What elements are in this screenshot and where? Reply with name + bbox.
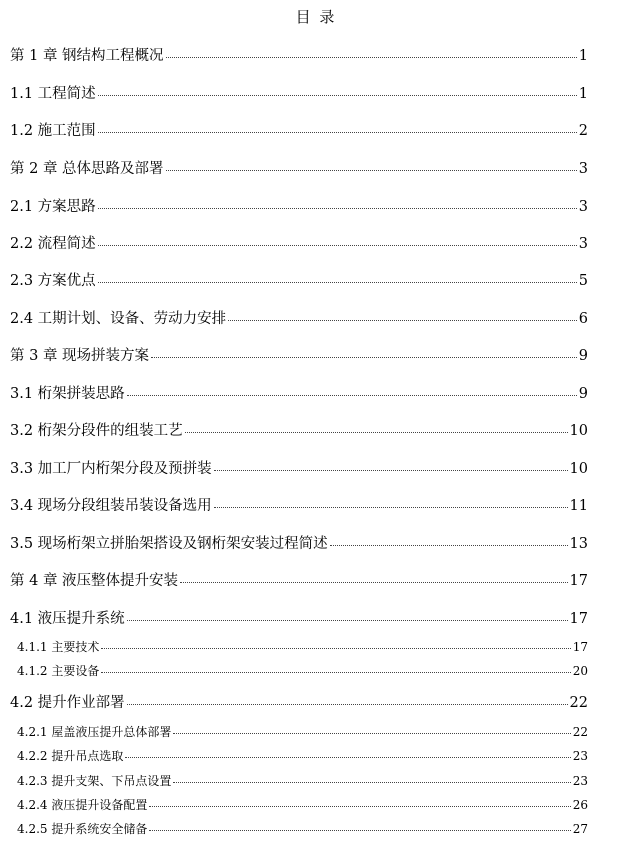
toc-dot-leader bbox=[98, 282, 577, 283]
toc-dot-leader bbox=[101, 648, 570, 649]
toc-entry[interactable] bbox=[10, 607, 588, 628]
toc-entry-page: 11 bbox=[569, 498, 588, 514]
toc-entry-label: 第 2 章 总体思路及部署 bbox=[10, 161, 164, 177]
toc-dot-leader bbox=[180, 582, 567, 583]
toc-entry-label: 4.2.4 液压提升设备配置 bbox=[17, 798, 148, 812]
toc-entry-page: 9 bbox=[578, 348, 588, 364]
toc-dot-leader bbox=[214, 470, 568, 471]
toc-dot-leader bbox=[101, 672, 570, 673]
toc-dot-leader bbox=[127, 620, 568, 621]
toc-entry-label: 2.3 方案优点 bbox=[10, 273, 96, 289]
toc-entry-label: 1.2 施工范围 bbox=[10, 123, 96, 139]
toc-entry-label: 第 3 章 现场拼装方案 bbox=[10, 348, 150, 364]
toc-dot-leader bbox=[149, 806, 570, 807]
toc-entry[interactable] bbox=[10, 157, 588, 178]
toc-entry-label: 3.2 桁架分段件的组装工艺 bbox=[10, 423, 183, 439]
toc-entry[interactable] bbox=[17, 638, 588, 655]
toc-entry-label: 2.2 流程简述 bbox=[10, 236, 96, 252]
toc-entry-label: 4.2 提升作业部署 bbox=[10, 695, 125, 711]
toc-dot-leader bbox=[228, 320, 577, 321]
toc-entry-page: 22 bbox=[572, 725, 588, 739]
toc-entry-page: 9 bbox=[578, 386, 588, 402]
toc-entry[interactable] bbox=[10, 307, 588, 328]
toc-entry[interactable] bbox=[17, 723, 588, 740]
toc-entry-page: 23 bbox=[572, 774, 588, 788]
toc-dot-leader bbox=[214, 507, 568, 508]
toc-entry-page: 1 bbox=[578, 86, 588, 102]
toc-entry[interactable] bbox=[10, 494, 588, 515]
toc-entry[interactable] bbox=[10, 44, 588, 65]
toc-dot-leader bbox=[330, 545, 568, 546]
toc-entry-label: 3.3 加工厂内桁架分段及预拼装 bbox=[10, 461, 212, 477]
toc-entry[interactable] bbox=[17, 662, 588, 679]
toc-entry-label: 第 4 章 液压整体提升安装 bbox=[10, 573, 179, 589]
toc-dot-leader bbox=[173, 733, 570, 734]
toc-entry-page: 27 bbox=[572, 822, 588, 836]
toc-entry[interactable] bbox=[10, 569, 588, 590]
toc-dot-leader bbox=[166, 57, 577, 58]
toc-entry[interactable] bbox=[10, 195, 588, 216]
toc-entry-page: 13 bbox=[569, 536, 588, 552]
toc-dot-leader bbox=[151, 357, 577, 358]
toc-dot-leader bbox=[127, 395, 577, 396]
toc-dot-leader bbox=[98, 95, 577, 96]
toc-entry-page: 2 bbox=[578, 123, 588, 139]
toc-entry-label: 4.2.1 屋盖液压提升总体部署 bbox=[17, 725, 172, 739]
toc-entry[interactable] bbox=[17, 747, 588, 764]
toc-entry-page: 1 bbox=[578, 48, 588, 64]
toc-entry-label: 4.1.2 主要设备 bbox=[17, 664, 100, 678]
toc-dot-leader bbox=[149, 830, 570, 831]
toc-dot-leader bbox=[173, 782, 570, 783]
toc-entry-page: 17 bbox=[572, 640, 588, 654]
toc-entry-label: 4.2.2 提升吊点选取 bbox=[17, 749, 124, 763]
toc-entry-label: 第 1 章 钢结构工程概况 bbox=[10, 48, 164, 64]
toc-entry-page: 17 bbox=[569, 611, 588, 627]
toc-entry-page: 23 bbox=[572, 749, 588, 763]
toc-entry[interactable] bbox=[10, 532, 588, 553]
toc-dot-leader bbox=[98, 208, 577, 209]
toc-entry[interactable] bbox=[10, 382, 588, 403]
toc-entry[interactable] bbox=[10, 119, 588, 140]
toc-entry-page: 3 bbox=[578, 161, 588, 177]
toc-entry-label: 4.2.5 提升系统安全储备 bbox=[17, 822, 148, 836]
toc-dot-leader bbox=[127, 704, 568, 705]
toc-entry[interactable] bbox=[10, 457, 588, 478]
page-title: 目 录 bbox=[295, 8, 337, 26]
toc-dot-leader bbox=[98, 245, 577, 246]
toc-dot-leader bbox=[166, 170, 577, 171]
toc-entry-label: 2.1 方案思路 bbox=[10, 199, 96, 215]
toc-dot-leader bbox=[185, 432, 568, 433]
toc-entry-page: 3 bbox=[578, 199, 588, 215]
toc-entry-page: 17 bbox=[569, 573, 588, 589]
toc-entry[interactable] bbox=[10, 691, 588, 712]
toc-entry[interactable] bbox=[10, 82, 588, 103]
toc-entry-page: 10 bbox=[569, 423, 588, 439]
toc-entry-label: 3.1 桁架拼装思路 bbox=[10, 386, 125, 402]
toc-dot-leader bbox=[125, 757, 570, 758]
toc-entry[interactable] bbox=[10, 269, 588, 290]
toc-entry-page: 20 bbox=[572, 664, 588, 678]
toc-entry-label: 3.4 现场分段组装吊装设备选用 bbox=[10, 498, 212, 514]
toc-entry-label: 4.2.3 提升支架、下吊点设置 bbox=[17, 774, 172, 788]
toc-entry[interactable] bbox=[10, 232, 588, 253]
toc-entry-page: 22 bbox=[569, 695, 588, 711]
toc-entry[interactable] bbox=[17, 820, 588, 837]
toc-entry-page: 6 bbox=[578, 311, 588, 327]
toc-entry-label: 4.1.1 主要技术 bbox=[17, 640, 100, 654]
toc-entry[interactable] bbox=[10, 419, 588, 440]
toc-entry[interactable] bbox=[10, 344, 588, 365]
toc-entry-page: 10 bbox=[569, 461, 588, 477]
toc-entry-page: 5 bbox=[578, 273, 588, 289]
toc-entry-label: 1.1 工程简述 bbox=[10, 86, 96, 102]
toc-entry-label: 4.1 液压提升系统 bbox=[10, 611, 125, 627]
toc-entry-label: 2.4 工期计划、设备、劳动力安排 bbox=[10, 311, 227, 327]
toc-entry-page: 3 bbox=[578, 236, 588, 252]
toc-entry[interactable] bbox=[17, 772, 588, 789]
toc-dot-leader bbox=[98, 132, 577, 133]
toc-entry-label: 3.5 现场桁架立拼胎架搭设及钢桁架安装过程简述 bbox=[10, 536, 328, 552]
toc-entry[interactable] bbox=[17, 796, 588, 813]
toc-entry-page: 26 bbox=[572, 798, 588, 812]
